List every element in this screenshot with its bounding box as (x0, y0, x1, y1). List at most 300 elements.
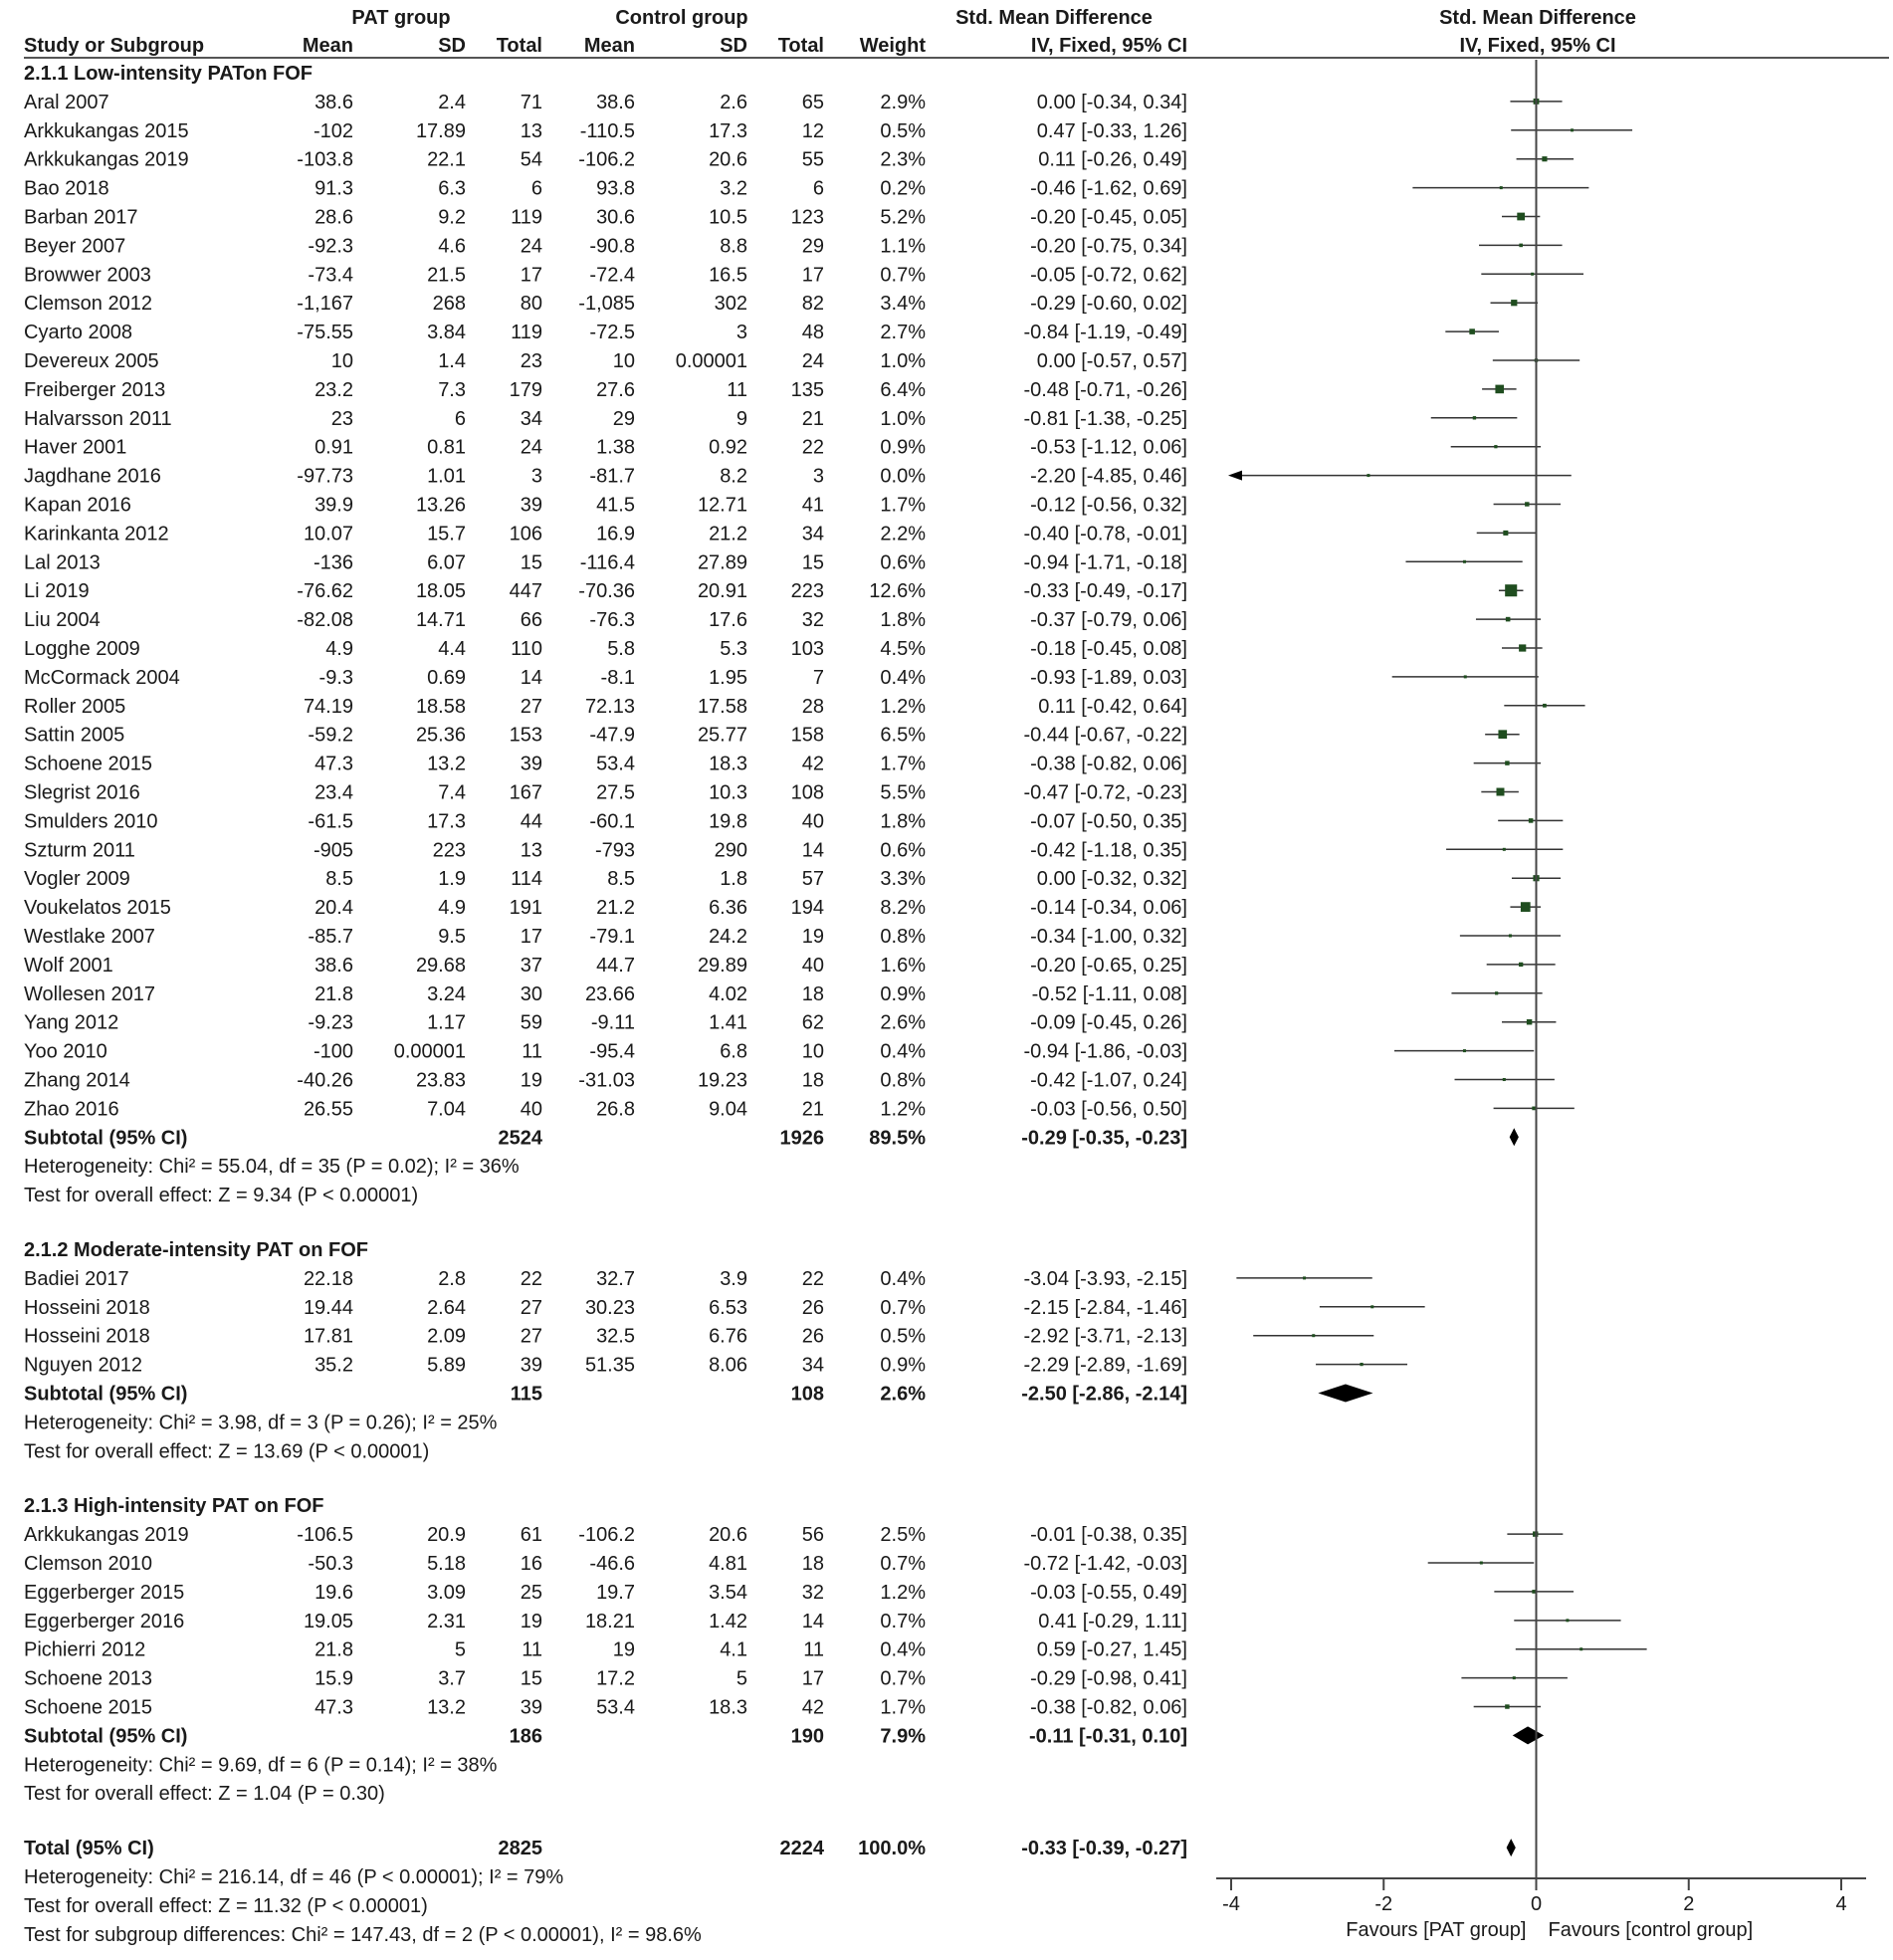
study-row-weight: 0.7% (880, 1610, 926, 1633)
study-row-sd-control: 1.95 (709, 666, 747, 689)
study-name: Logghe 2009 (24, 638, 140, 660)
ci-arrow (1228, 471, 1242, 481)
study-name: Devereux 2005 (24, 350, 159, 372)
study-row-sd: 5 (454, 1638, 466, 1661)
study-row-weight: 6.4% (880, 378, 926, 401)
study-name: Hosseini 2018 (24, 1325, 150, 1348)
study-row-mean-control: 41.5 (596, 494, 635, 517)
study-row-sd: 7.4 (438, 781, 466, 804)
study-row-total-control: 48 (801, 322, 824, 344)
study-row-sd-control: 24.2 (709, 926, 747, 948)
study-row-weight: 0.7% (880, 1296, 926, 1319)
study-row-mean: -9.23 (308, 1011, 353, 1034)
study-row-mean: -75.55 (297, 322, 353, 344)
study-row-mean: 21.8 (315, 982, 353, 1005)
study-row-total-control: 22 (801, 436, 824, 459)
point-estimate (1505, 1704, 1509, 1708)
study-row-weight: 1.8% (880, 609, 926, 632)
study-row-total: 13 (520, 839, 542, 862)
study-name: Arkkukangas 2015 (24, 119, 189, 142)
study-row-ci: -0.72 [-1.42, -0.03] (1023, 1553, 1187, 1576)
study-name: Arkkukangas 2019 (24, 148, 189, 171)
point-estimate (1480, 1562, 1483, 1565)
header-pat-group: PAT group (351, 7, 451, 29)
study-row-weight: 2.5% (880, 1524, 926, 1547)
study-row-sd: 0.81 (427, 436, 466, 459)
point-estimate (1495, 991, 1498, 994)
point-estimate (1370, 1305, 1373, 1308)
study-row-mean-control: 1.38 (596, 436, 635, 459)
study-row-total: 39 (520, 494, 542, 517)
study-row-sd: 1.01 (427, 465, 466, 488)
study-row-total: 80 (520, 293, 542, 316)
study-row-mean-control: 53.4 (596, 753, 635, 775)
study-row-sd: 15.7 (427, 523, 466, 545)
study-row-ci: -0.20 [-0.65, 0.25] (1030, 954, 1187, 977)
study-row-sd-control: 18.3 (709, 1696, 747, 1719)
study-row-weight: 3.4% (880, 293, 926, 316)
overall-effect-text: Test for overall effect: Z = 1.04 (P = 0.30) (24, 1783, 385, 1806)
study-name: Lal 2013 (24, 551, 101, 574)
study-row-total-control: 6 (812, 177, 824, 200)
point-estimate (1511, 300, 1517, 306)
study-row-mean-control: -60.1 (589, 810, 635, 833)
study-row-total: 44 (520, 810, 542, 833)
subtotal-total-control: 190 (790, 1725, 824, 1748)
col-header-sd: SD (438, 35, 466, 57)
study-row-total: 153 (509, 724, 542, 747)
study-row-ci: 0.11 [-0.26, 0.49] (1038, 148, 1187, 171)
study-row-mean-control: 10 (612, 350, 635, 372)
study-row-weight: 0.7% (880, 1553, 926, 1576)
study-row-sd: 9.5 (438, 926, 466, 948)
study-row-sd: 1.17 (427, 1011, 466, 1034)
study-row-sd-control: 18.3 (709, 753, 747, 775)
subtotal-weight: 89.5% (869, 1127, 926, 1150)
study-row-mean-control: 27.5 (596, 781, 635, 804)
col-header-ci: IV, Fixed, 95% CI (1030, 35, 1187, 57)
study-row-ci: -0.20 [-0.75, 0.34] (1030, 235, 1187, 258)
study-row-weight: 1.2% (880, 1098, 926, 1121)
study-row-sd: 1.4 (438, 350, 466, 372)
total-overall-effect-text: Test for overall effect: Z = 11.32 (P < 0.00001) (24, 1894, 428, 1917)
study-row-ci: -0.84 [-1.19, -0.49] (1023, 322, 1187, 344)
study-row-total-control: 7 (812, 666, 824, 689)
study-row-ci: -0.38 [-0.82, 0.06] (1030, 753, 1187, 775)
study-row-mean: 19.05 (303, 1610, 353, 1633)
study-row-ci: 0.47 [-0.33, 1.26] (1036, 119, 1187, 142)
study-row-weight: 4.5% (880, 638, 926, 660)
study-row-sd: 3.84 (427, 322, 466, 344)
study-name: Haver 2001 (24, 436, 127, 459)
study-name: Eggerberger 2015 (24, 1581, 185, 1604)
study-row-sd: 21.5 (427, 264, 466, 287)
study-row-sd-control: 20.91 (697, 580, 747, 603)
study-name: Li 2019 (24, 580, 90, 603)
study-row-total-control: 40 (801, 810, 824, 833)
subtotal-label: Subtotal (95% CI) (24, 1383, 188, 1406)
x-tick-label: 2 (1683, 1893, 1695, 1915)
study-name: Clemson 2010 (24, 1553, 152, 1576)
subtotal-total: 186 (509, 1725, 542, 1748)
point-estimate (1543, 704, 1547, 708)
study-row-total: 27 (520, 695, 542, 718)
study-row-sd-control: 20.6 (709, 1524, 747, 1547)
study-row-ci: -0.12 [-0.56, 0.32] (1030, 494, 1187, 517)
point-estimate (1496, 788, 1504, 796)
subtotal-label: Subtotal (95% CI) (24, 1725, 188, 1748)
study-row-total: 66 (520, 609, 542, 632)
study-name: Browwer 2003 (24, 264, 151, 287)
study-row-sd: 2.4 (438, 91, 466, 113)
study-row-weight: 0.5% (880, 119, 926, 142)
study-row-ci: -0.81 [-1.38, -0.25] (1023, 407, 1187, 430)
study-row-weight: 0.8% (880, 926, 926, 948)
study-row-mean-control: -106.2 (578, 1524, 635, 1547)
study-row-mean: -97.73 (297, 465, 353, 488)
study-name: Wolf 2001 (24, 954, 113, 977)
study-row-total-control: 57 (801, 868, 824, 891)
study-row-sd: 2.31 (427, 1610, 466, 1633)
study-row-total: 114 (511, 868, 542, 891)
study-row-mean: 19.44 (303, 1296, 353, 1319)
study-row-mean: -102 (313, 119, 353, 142)
study-row-total-control: 3 (812, 465, 824, 488)
study-row-total: 30 (520, 982, 542, 1005)
study-row-mean-control: -116.4 (579, 551, 635, 574)
study-row-mean-control: 30.6 (596, 206, 635, 229)
study-row-sd: 6.3 (438, 177, 466, 200)
study-row-sd-control: 6.53 (709, 1296, 747, 1319)
point-estimate (1529, 818, 1534, 823)
study-row-mean-control: -47.9 (589, 724, 635, 747)
study-name: Hosseini 2018 (24, 1296, 150, 1319)
study-row-sd-control: 17.6 (709, 609, 747, 632)
point-estimate (1463, 560, 1466, 563)
study-row-total: 24 (520, 436, 542, 459)
study-row-sd-control: 19.8 (709, 810, 747, 833)
study-name: Roller 2005 (24, 695, 126, 718)
study-row-ci: -0.42 [-1.18, 0.35] (1030, 839, 1187, 862)
study-row-mean: 74.19 (303, 695, 353, 718)
study-row-sd-control: 16.5 (709, 264, 747, 287)
study-row-weight: 12.6% (869, 580, 926, 603)
study-row-ci: -0.33 [-0.49, -0.17] (1023, 580, 1187, 603)
study-row-mean-control: 19.7 (596, 1581, 635, 1604)
study-row-total: 39 (520, 1354, 542, 1377)
study-row-total-control: 14 (801, 839, 824, 862)
study-row-sd: 3.09 (427, 1581, 466, 1604)
study-row-ci: 0.00 [-0.34, 0.34] (1036, 91, 1187, 113)
study-row-weight: 6.5% (880, 724, 926, 747)
study-name: Schoene 2015 (24, 1696, 153, 1719)
point-estimate (1494, 445, 1497, 448)
study-row-sd: 18.58 (415, 695, 466, 718)
study-row-mean-control: 18.21 (584, 1610, 635, 1633)
study-row-sd: 4.9 (438, 897, 466, 920)
study-row-mean: 17.81 (303, 1325, 353, 1348)
study-row-ci: -0.14 [-0.34, 0.06] (1030, 897, 1187, 920)
study-row-sd-control: 17.3 (709, 119, 747, 142)
study-row-mean: -73.4 (308, 264, 353, 287)
col-header-mean-control: Mean (583, 35, 635, 57)
study-row-ci: -0.20 [-0.45, 0.05] (1030, 206, 1187, 229)
study-row-total: 119 (511, 206, 542, 229)
study-row-mean-control: -90.8 (589, 235, 635, 258)
point-estimate (1542, 156, 1547, 161)
study-row-mean-control: 32.7 (596, 1267, 635, 1290)
study-row-sd: 5.89 (427, 1354, 466, 1377)
study-row-ci: 0.11 [-0.42, 0.64] (1038, 695, 1187, 718)
study-row-total-control: 103 (790, 638, 824, 660)
study-row-mean-control: -95.4 (589, 1040, 635, 1063)
total-heterogeneity-text: Heterogeneity: Chi² = 216.14, df = 46 (P < 0.00001); I² = 79% (24, 1866, 564, 1889)
study-row-total-control: 34 (801, 1354, 824, 1377)
study-row-total-control: 135 (790, 378, 824, 401)
study-row-sd-control: 29.89 (697, 954, 747, 977)
study-name: Slegrist 2016 (24, 781, 140, 804)
study-row-mean-control: -106.2 (578, 148, 635, 171)
study-row-sd: 13.26 (415, 494, 466, 517)
subgroup-differences-text: Test for subgroup differences: Chi² = 147.43, df = 2 (P < 0.00001), I² = 98.6% (24, 1923, 702, 1946)
study-row-total: 39 (520, 753, 542, 775)
study-row-weight: 5.5% (880, 781, 926, 804)
heterogeneity-text: Heterogeneity: Chi² = 9.69, df = 6 (P = 0.14); I² = 38% (24, 1754, 498, 1777)
study-row-mean-control: 19 (612, 1638, 635, 1661)
study-row-mean: 22.18 (303, 1267, 353, 1290)
study-row-total-control: 11 (803, 1638, 824, 1661)
study-row-mean-control: 16.9 (596, 523, 635, 545)
study-row-sd-control: 290 (714, 839, 747, 862)
subtotal-label: Subtotal (95% CI) (24, 1127, 188, 1150)
point-estimate (1527, 1019, 1532, 1024)
study-row-sd-control: 19.23 (697, 1069, 747, 1092)
study-row-total-control: 108 (790, 781, 824, 804)
study-row-mean: 4.9 (325, 638, 353, 660)
study-row-sd: 0.00001 (393, 1040, 466, 1063)
total-n: 2825 (498, 1838, 542, 1860)
point-estimate (1503, 1078, 1506, 1081)
study-row-weight: 0.4% (880, 1638, 926, 1661)
subtotal-weight: 7.9% (880, 1725, 926, 1748)
study-row-sd-control: 3.9 (720, 1267, 747, 1290)
study-row-sd: 2.64 (427, 1296, 466, 1319)
study-row-sd: 17.3 (427, 810, 466, 833)
study-row-ci: -0.44 [-0.67, -0.22] (1023, 724, 1187, 747)
study-row-total: 15 (520, 1667, 542, 1690)
study-row-total-control: 194 (790, 897, 824, 920)
study-row-total: 19 (520, 1069, 542, 1092)
study-row-weight: 1.7% (880, 753, 926, 775)
study-name: Westlake 2007 (24, 926, 155, 948)
study-row-mean: 38.6 (315, 954, 353, 977)
study-row-ci: -0.29 [-0.60, 0.02] (1030, 293, 1187, 316)
x-tick-label: -2 (1374, 1893, 1393, 1915)
header-plot-smd: Std. Mean Difference (1439, 7, 1636, 29)
study-row-total: 14 (520, 666, 542, 689)
study-name: Wollesen 2017 (24, 982, 155, 1005)
study-row-total: 34 (520, 407, 542, 430)
study-row-weight: 1.0% (880, 407, 926, 430)
study-row-total: 13 (520, 119, 542, 142)
study-row-ci: -0.37 [-0.79, 0.06] (1030, 609, 1187, 632)
study-row-mean-control: -1,085 (578, 293, 635, 316)
study-row-weight: 0.2% (880, 177, 926, 200)
study-row-ci: -2.15 [-2.84, -1.46] (1023, 1296, 1187, 1319)
study-row-sd-control: 21.2 (709, 523, 747, 545)
study-row-weight: 0.9% (880, 1354, 926, 1377)
study-row-total: 191 (509, 897, 542, 920)
subtotal-ci: -2.50 [-2.86, -2.14] (1021, 1383, 1187, 1406)
study-row-sd: 7.04 (427, 1098, 466, 1121)
study-row-ci: -0.53 [-1.12, 0.06] (1030, 436, 1187, 459)
study-row-total-control: 17 (801, 1667, 824, 1690)
total-n-control: 2224 (779, 1838, 824, 1860)
study-row-weight: 3.3% (880, 868, 926, 891)
study-row-ci: -0.48 [-0.71, -0.26] (1023, 378, 1187, 401)
study-row-total-control: 158 (790, 724, 824, 747)
study-row-mean-control: 23.66 (584, 982, 635, 1005)
study-row-total: 11 (522, 1040, 542, 1063)
study-row-mean: 47.3 (315, 753, 353, 775)
study-row-total-control: 32 (801, 1581, 824, 1604)
study-row-sd-control: 2.6 (720, 91, 747, 113)
study-row-total: 17 (520, 926, 542, 948)
study-name: Zhang 2014 (24, 1069, 130, 1092)
study-row-total-control: 17 (801, 264, 824, 287)
study-row-sd-control: 9 (736, 407, 747, 430)
study-row-total: 11 (522, 1638, 542, 1661)
study-row-total-control: 10 (801, 1040, 824, 1063)
study-row-total-control: 15 (801, 551, 824, 574)
study-name: Badiei 2017 (24, 1267, 129, 1290)
study-row-sd: 25.36 (415, 724, 466, 747)
total-label: Total (95% CI) (24, 1838, 154, 1860)
study-row-ci: -0.94 [-1.71, -0.18] (1023, 551, 1187, 574)
study-row-sd: 2.8 (438, 1267, 466, 1290)
study-row-total: 25 (520, 1581, 542, 1604)
study-row-sd: 5.18 (427, 1553, 466, 1576)
study-row-mean: 28.6 (315, 206, 353, 229)
study-row-sd: 3.7 (438, 1667, 466, 1690)
point-estimate (1525, 502, 1529, 506)
study-row-weight: 1.7% (880, 1696, 926, 1719)
study-row-total-control: 26 (801, 1325, 824, 1348)
study-name: McCormack 2004 (24, 666, 180, 689)
study-row-sd: 7.3 (438, 378, 466, 401)
study-row-weight: 0.9% (880, 436, 926, 459)
study-row-total: 39 (520, 1696, 542, 1719)
study-row-weight: 2.9% (880, 91, 926, 113)
study-row-sd-control: 0.92 (709, 436, 747, 459)
study-row-sd-control: 3 (736, 322, 747, 344)
col-header-total: Total (496, 35, 542, 57)
study-row-mean: -9.3 (318, 666, 353, 689)
study-name: Freiberger 2013 (24, 378, 166, 401)
study-row-ci: -0.94 [-1.86, -0.03] (1023, 1040, 1187, 1063)
subgroup-title: 2.1.1 Low-intensity PATon FOF (24, 63, 314, 85)
study-row-total: 24 (520, 235, 542, 258)
study-row-mean-control: 26.8 (596, 1098, 635, 1121)
overall-effect-text: Test for overall effect: Z = 9.34 (P < 0.00001) (24, 1185, 419, 1207)
study-row-sd-control: 11 (727, 378, 747, 401)
col-header-sd-control: SD (720, 35, 747, 57)
point-estimate (1367, 474, 1369, 477)
study-row-mean: 20.4 (315, 897, 353, 920)
study-row-sd-control: 3.2 (720, 177, 747, 200)
study-row-mean-control: -793 (594, 839, 635, 862)
study-row-total-control: 29 (801, 235, 824, 258)
study-name: Eggerberger 2016 (24, 1610, 185, 1633)
point-estimate (1506, 617, 1511, 622)
overall-effect-text: Test for overall effect: Z = 13.69 (P < 0.00001) (24, 1440, 430, 1463)
study-row-total-control: 21 (801, 407, 824, 430)
x-tick-label: 4 (1835, 1893, 1847, 1915)
subgroup-title: 2.1.3 High-intensity PAT on FOF (24, 1495, 324, 1518)
study-row-total-control: 42 (801, 1696, 824, 1719)
study-row-total: 40 (520, 1098, 542, 1121)
study-row-mean: 10.07 (303, 523, 353, 545)
study-row-total-control: 21 (801, 1098, 824, 1121)
study-name: Bao 2018 (24, 177, 109, 200)
point-estimate (1505, 584, 1517, 596)
study-row-sd-control: 8.8 (720, 235, 747, 258)
study-row-mean: -76.62 (297, 580, 353, 603)
study-row-weight: 0.6% (880, 839, 926, 862)
col-header-study: Study or Subgroup (24, 35, 205, 57)
col-header-mean: Mean (302, 35, 353, 57)
study-name: Pichierri 2012 (24, 1638, 146, 1661)
study-row-total-control: 26 (801, 1296, 824, 1319)
study-row-sd-control: 6.8 (720, 1040, 747, 1063)
study-row-total: 167 (509, 781, 542, 804)
study-row-total-control: 18 (801, 982, 824, 1005)
study-row-weight: 2.3% (880, 148, 926, 171)
study-row-sd-control: 6.76 (709, 1325, 747, 1348)
point-estimate (1464, 675, 1467, 678)
study-row-total-control: 223 (790, 580, 824, 603)
study-row-mean: 19.6 (315, 1581, 353, 1604)
point-estimate (1513, 1676, 1516, 1679)
point-estimate (1579, 1647, 1582, 1650)
study-row-weight: 0.9% (880, 982, 926, 1005)
study-name: Clemson 2012 (24, 293, 152, 316)
study-row-sd: 0.69 (427, 666, 466, 689)
study-row-weight: 0.5% (880, 1325, 926, 1348)
study-row-weight: 1.8% (880, 810, 926, 833)
subtotal-weight: 2.6% (880, 1383, 926, 1406)
study-row-total: 71 (520, 91, 542, 113)
study-name: Yang 2012 (24, 1011, 119, 1034)
study-name: Yoo 2010 (24, 1040, 107, 1063)
study-row-mean: -103.8 (297, 148, 353, 171)
study-name: Voukelatos 2015 (24, 897, 171, 920)
study-name: Szturm 2011 (24, 839, 135, 862)
study-row-sd-control: 5 (736, 1667, 747, 1690)
study-row-sd: 6.07 (427, 551, 466, 574)
study-row-sd: 4.4 (438, 638, 466, 660)
study-row-mean-control: -81.7 (589, 465, 635, 488)
x-tick-label: -4 (1222, 1893, 1240, 1915)
study-row-ci: -0.38 [-0.82, 0.06] (1030, 1696, 1187, 1719)
study-row-sd-control: 9.04 (709, 1098, 747, 1121)
study-row-weight: 1.1% (880, 235, 926, 258)
point-estimate (1503, 848, 1506, 851)
study-name: Jagdhane 2016 (24, 465, 161, 488)
study-row-total: 16 (520, 1553, 542, 1576)
study-row-sd-control: 4.1 (720, 1638, 747, 1661)
point-estimate (1498, 730, 1507, 739)
